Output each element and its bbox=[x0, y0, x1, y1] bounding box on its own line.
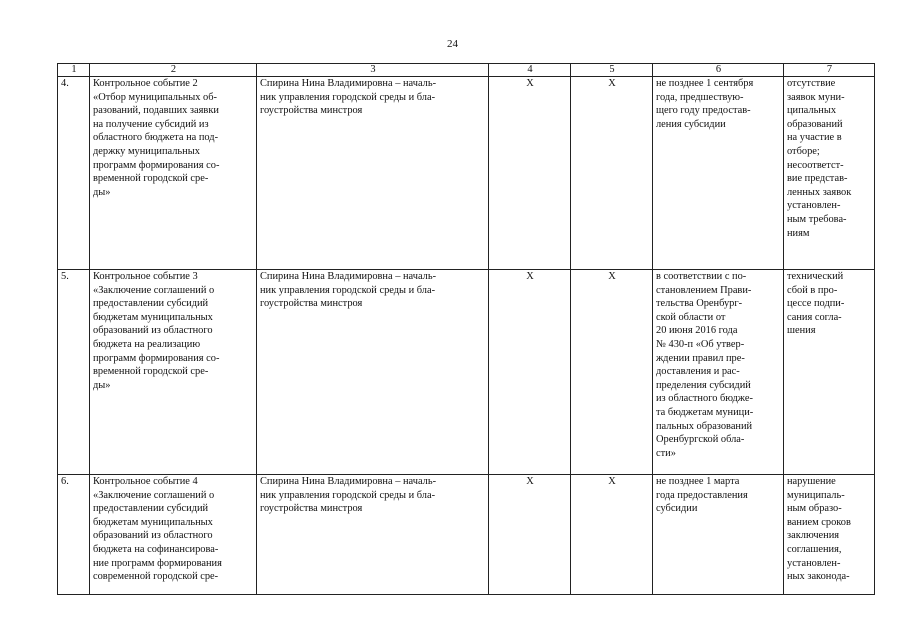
text-line: сбой в про- bbox=[787, 284, 838, 296]
text-line: ды» bbox=[93, 186, 111, 198]
column-header: 2 bbox=[90, 64, 257, 77]
text-line: гоустройства минстроя bbox=[260, 105, 363, 117]
text-line: Контрольное событие 4 bbox=[93, 476, 198, 487]
text-line: в соответствии с по- bbox=[656, 271, 747, 282]
responsible-cell bbox=[257, 270, 489, 475]
text-line: образований bbox=[787, 118, 843, 130]
text-line: ванием сроков bbox=[787, 516, 851, 528]
text-line: отсутствие bbox=[787, 78, 836, 89]
text-line: года, предшествую- bbox=[656, 91, 744, 103]
text-line: ник управления городской среды и бла- bbox=[260, 91, 436, 103]
text-line: ных законода- bbox=[787, 571, 850, 583]
text-line: программ формирования со- bbox=[93, 159, 220, 171]
text-line: «Заключение соглашений о bbox=[93, 284, 215, 296]
mark-cell: X bbox=[571, 270, 653, 475]
text-line: отборе; bbox=[787, 145, 820, 157]
text-line: сания согла- bbox=[787, 311, 842, 323]
column-header: 6 bbox=[653, 64, 784, 77]
text-line: вие представ- bbox=[787, 173, 848, 185]
deadline-cell bbox=[653, 475, 784, 595]
text-line: ник управления городской среды и бла- bbox=[260, 284, 436, 296]
text-line: ды» bbox=[93, 379, 111, 391]
mark-cell: X bbox=[489, 475, 571, 595]
text-line: Спирина Нина Владимировна – началь- bbox=[260, 78, 437, 89]
text-line: ления субсидии bbox=[656, 118, 726, 130]
column-header: 1 bbox=[58, 64, 90, 77]
text-line: тельства Оренбург- bbox=[656, 298, 743, 310]
text-line: ние программ формирования bbox=[93, 557, 222, 569]
text-line: бюджета на софинансирова- bbox=[93, 543, 219, 555]
text-line: образований из областного bbox=[93, 530, 213, 542]
table-header-row bbox=[58, 64, 875, 77]
text-line: Контрольное событие 2 bbox=[93, 78, 198, 89]
column-header: 5 bbox=[571, 64, 653, 77]
event-cell bbox=[90, 270, 257, 475]
text-line: сти» bbox=[656, 447, 676, 459]
text-line: пальных образований bbox=[656, 420, 753, 432]
text-line: «Отбор муниципальных об- bbox=[93, 91, 217, 103]
text-line: образований из областного bbox=[93, 325, 213, 337]
responsible-cell bbox=[257, 77, 489, 270]
text-line: установлен- bbox=[787, 200, 841, 212]
text-line: Спирина Нина Владимировна – началь- bbox=[260, 271, 437, 282]
text-line: ждении правил пре- bbox=[656, 352, 745, 364]
text-line: ным требова- bbox=[787, 213, 847, 225]
text-line: бюджетам муниципальных bbox=[93, 311, 213, 323]
event-cell bbox=[90, 475, 257, 595]
text-line: нарушение bbox=[787, 476, 836, 487]
text-line: ник управления городской среды и бла- bbox=[260, 489, 436, 501]
text-line: временной городской сре- bbox=[93, 366, 209, 378]
text-line: не позднее 1 сентября bbox=[656, 78, 754, 89]
text-line: Контрольное событие 3 bbox=[93, 271, 198, 282]
text-line: ленных заявок bbox=[787, 186, 852, 198]
row-number: 5. bbox=[58, 270, 90, 475]
text-line: Спирина Нина Владимировна – началь- bbox=[260, 476, 437, 487]
text-line: держку муниципальных bbox=[93, 145, 200, 157]
text-line: современной городской сре- bbox=[93, 571, 219, 583]
table-row bbox=[58, 475, 875, 595]
deadline-cell bbox=[653, 270, 784, 475]
row-number: 4. bbox=[58, 77, 90, 270]
risk-cell bbox=[784, 270, 875, 475]
text-line: «Заключение соглашений о bbox=[93, 489, 215, 501]
text-line: становлением Прави- bbox=[656, 284, 752, 296]
text-line: 20 июня 2016 года bbox=[656, 325, 738, 337]
text-line: шения bbox=[787, 325, 816, 337]
text-line: на участие в bbox=[787, 132, 842, 144]
text-line: заключения bbox=[787, 530, 840, 542]
risk-cell bbox=[784, 475, 875, 595]
text-line: бюджетам муниципальных bbox=[93, 516, 213, 528]
text-line: заявок муни- bbox=[787, 91, 845, 103]
text-line: гоустройства минстроя bbox=[260, 503, 363, 515]
text-line: ципальных bbox=[787, 105, 837, 117]
risk-cell bbox=[784, 77, 875, 270]
text-line: ниям bbox=[787, 227, 810, 239]
text-line: муниципаль- bbox=[787, 489, 845, 501]
table-row bbox=[58, 270, 875, 475]
control-events-table bbox=[57, 63, 875, 595]
text-line: № 430-п «Об утвер- bbox=[656, 338, 745, 350]
text-line: ным образо- bbox=[787, 503, 842, 515]
text-line: цессе подпи- bbox=[787, 298, 845, 310]
event-cell bbox=[90, 77, 257, 270]
page-number: 24 bbox=[447, 38, 458, 50]
text-line: пределения субсидий bbox=[656, 379, 751, 391]
text-line: соглашения, bbox=[787, 543, 842, 555]
deadline-cell bbox=[653, 77, 784, 270]
text-line: технический bbox=[787, 271, 844, 282]
text-line: ской области от bbox=[656, 311, 726, 323]
text-line: предоставлении субсидий bbox=[93, 503, 209, 515]
text-line: субсидии bbox=[656, 503, 698, 515]
text-line: Оренбургской обла- bbox=[656, 434, 745, 446]
text-line: бюджета на реализацию bbox=[93, 338, 201, 350]
text-line: установлен- bbox=[787, 557, 841, 569]
mark-cell: X bbox=[489, 77, 571, 270]
text-line: не позднее 1 марта bbox=[656, 476, 740, 487]
mark-cell: X bbox=[571, 77, 653, 270]
text-line: доставления и рас- bbox=[656, 366, 740, 378]
text-line: областного бюджета на под- bbox=[93, 132, 219, 144]
text-line: программ формирования со- bbox=[93, 352, 220, 364]
text-line: временной городской сре- bbox=[93, 173, 209, 185]
table-row bbox=[58, 77, 875, 270]
text-line: на получение субсидий из bbox=[93, 118, 209, 130]
responsible-cell bbox=[257, 475, 489, 595]
column-header: 7 bbox=[784, 64, 875, 77]
row-number: 6. bbox=[58, 475, 90, 595]
mark-cell: X bbox=[489, 270, 571, 475]
text-line: несоответст- bbox=[787, 159, 844, 171]
text-line: года предоставления bbox=[656, 489, 748, 501]
text-line: та бюджетам муници- bbox=[656, 406, 754, 418]
text-line: предоставлении субсидий bbox=[93, 298, 209, 310]
text-line: из областного бюдже- bbox=[656, 393, 753, 405]
text-line: гоустройства минстроя bbox=[260, 298, 363, 310]
text-line: щего году предостав- bbox=[656, 105, 751, 117]
text-line: разований, подавших заявки bbox=[93, 105, 219, 117]
column-header: 3 bbox=[257, 64, 489, 77]
column-header: 4 bbox=[489, 64, 571, 77]
mark-cell: X bbox=[571, 475, 653, 595]
